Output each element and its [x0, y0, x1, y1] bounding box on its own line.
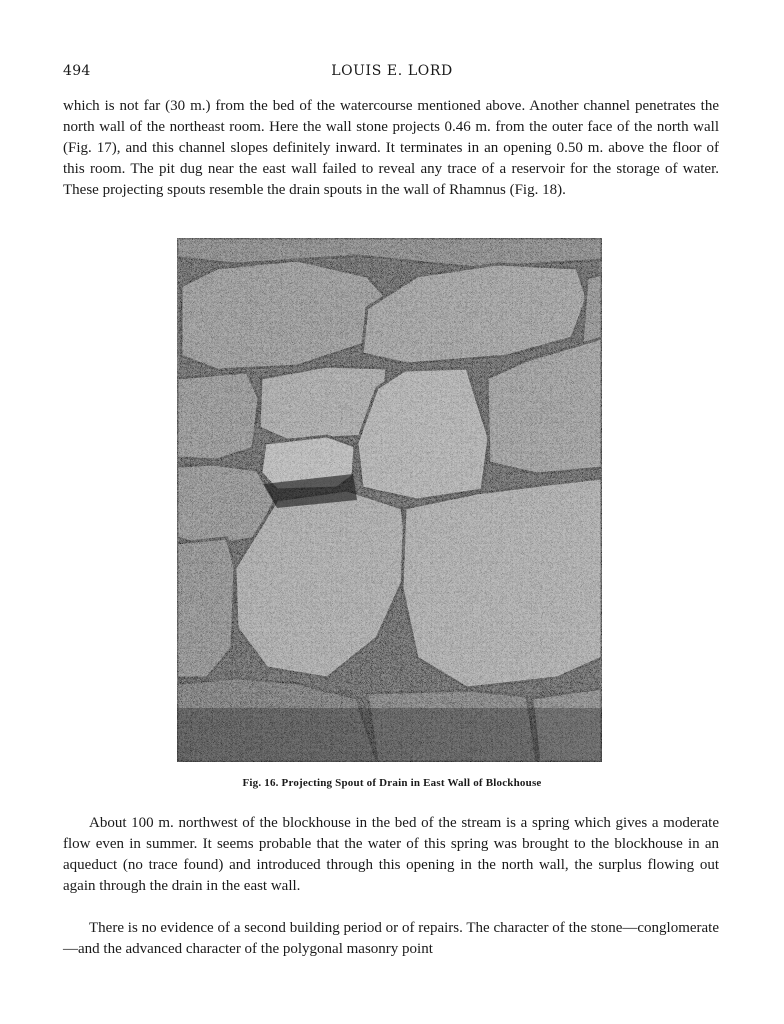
page-number: 494: [63, 63, 91, 79]
figure-caption: Fig. 16. Projecting Spout of Drain in East Wall of Blockhouse: [242, 777, 542, 789]
running-head: LOUIS E. LORD: [331, 63, 453, 79]
stone-wall-photo: [177, 238, 602, 762]
body-paragraph-1: which is not far (30 m.) from the bed of the watercourse mentioned above. Another channel penetrates the north wall of the northeast room. Here the wall stone projects 0.46 m. from the outer face of the north wall (Fig. 17), and this channel slopes definitely inward. It terminates in an opening 0.50 m. above the floor of this room. The pit dug near the east wall failed to reveal any trace of a reservoir for the storage of water. These projecting spouts resemble the drain spouts in the wall of Rhamnus (Fig. 18).: [63, 98, 719, 198]
figure-photo: [177, 238, 602, 762]
body-paragraph-2: About 100 m. northwest of the blockhouse in the bed of the stream is a spring which gives a moderate flow even in summer. It seems probable that the water of this spring was brought to the blockhouse in an aqueduct (no trace found) and introduced through this opening in the north wall, the surplus flowing out again through the drain in the east wall.: [63, 815, 719, 894]
body-paragraph-3: There is no evidence of a second building period or of repairs. The character of the stone—conglomerate—and the advanced character of the polygonal masonry point: [63, 920, 719, 957]
